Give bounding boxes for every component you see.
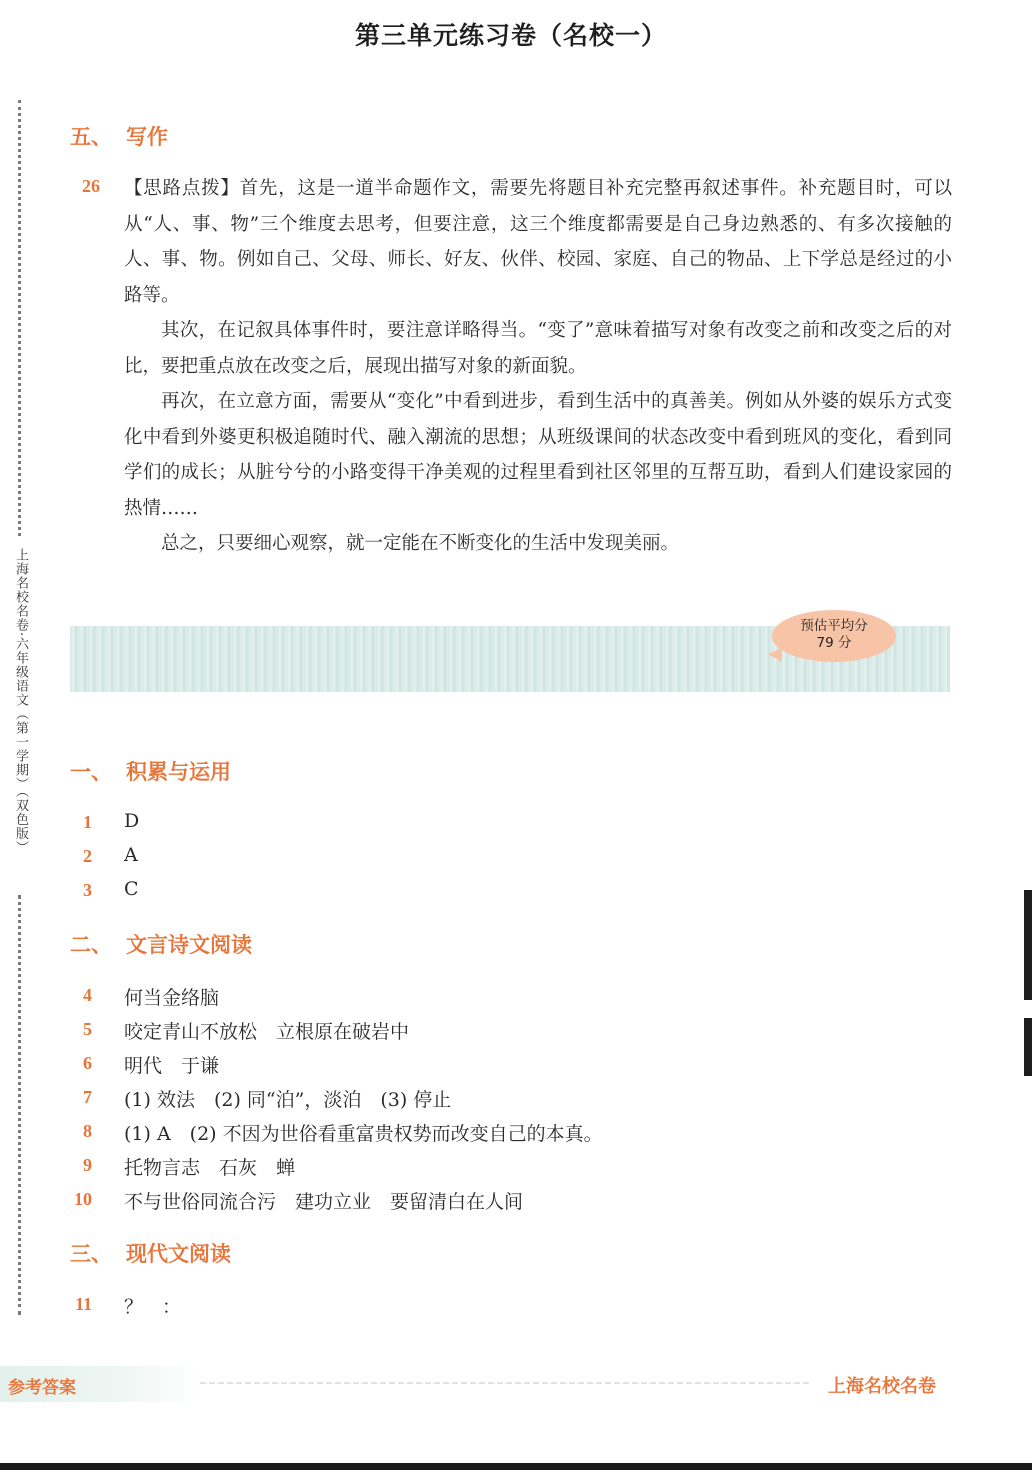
- footer-divider: [200, 1382, 810, 1384]
- section-heading-classical-reading: [70, 929, 252, 959]
- question-number: 10: [74, 1189, 92, 1209]
- scan-edge-mark: [1024, 890, 1032, 1000]
- question-number: 3: [83, 880, 92, 900]
- footer-series-title: 上海名校名卷: [828, 1376, 936, 1397]
- section-number: 二、: [70, 933, 112, 957]
- section-number: 一、: [70, 760, 112, 784]
- question-number: 1: [83, 812, 92, 832]
- answer-text: 何当金络脑: [124, 987, 220, 1009]
- answer-text: 明代 于谦: [124, 1055, 220, 1077]
- scan-edge-mark: [1024, 1018, 1032, 1076]
- question-number: 8: [83, 1121, 92, 1141]
- question-number: 26: [82, 176, 100, 196]
- answer-text: C: [124, 878, 139, 900]
- section-heading-modern-reading: [70, 1238, 231, 1268]
- binding-dotted-line-bottom: [18, 895, 21, 1315]
- answer-text: A: [124, 844, 138, 866]
- question-number: 4: [83, 985, 92, 1005]
- answer-text: 托物言志 石灰 蝉: [124, 1157, 296, 1179]
- average-score-badge: [772, 610, 896, 662]
- scan-bottom-edge: [0, 1463, 1032, 1470]
- section-title: 现代文阅读: [126, 1242, 231, 1266]
- section-number: 五、: [70, 125, 112, 149]
- answer-text: 不与世俗同流合污 建功立业 要留清白在人间: [124, 1191, 524, 1213]
- unit-title: 第三单元练习卷（名校一）: [354, 21, 667, 50]
- answer-paragraph: 再次，在立意方面，需要从“变化”中看到进步，看到生活中的真善美。例如从外婆的娱乐方式变化中看到外婆更积极追随时代、融入潮流的思想；从班级课间的状态改变中看到班风的变化，看到同学们的成长；从脏兮兮的小路变得干净美观的过程里看到社区邻里的互帮互助，看到人们建设家园的热情……: [124, 391, 952, 519]
- answer-text: (1) 效法 (2) 同“泊”，淡泊 (3) 停止: [124, 1089, 452, 1111]
- answer-text: D: [124, 810, 140, 832]
- average-score-label: 预估平均分: [800, 618, 868, 634]
- section-heading-writing: [70, 121, 168, 151]
- answer-text: (1) A (2) 不因为世俗看重富贵权势而改变自己的本真。: [124, 1123, 603, 1145]
- question-number: 5: [83, 1019, 92, 1039]
- question-number: 2: [83, 846, 92, 866]
- question-number: 11: [74, 1294, 92, 1314]
- answer-paragraph: 总之，只要细心观察，就一定能在不断变化的生活中发现美丽。: [161, 533, 680, 554]
- question-number: 7: [83, 1087, 92, 1107]
- section-title: 积累与运用: [126, 760, 231, 784]
- binding-dotted-line-top: [18, 100, 21, 536]
- footer-answer-key-label: 参考答案: [8, 1378, 76, 1398]
- section-heading-accumulation: [70, 756, 231, 786]
- question-number: 6: [83, 1053, 92, 1073]
- section-title: 写作: [126, 125, 168, 149]
- question-number: 9: [83, 1155, 92, 1175]
- answer-paragraph: 【思路点拨】首先，这是一道半命题作文，需要先将题目补充完整再叙述事件。补充题目时，可以从“人、事、物”三个维度去思考，但要注意，这三个维度都需要是自己身边熟悉的、有多次接触的人、事、物。例如自己、父母、师长、好友、伙伴、校园、家庭、自己的物品、上下学总是经过的小路等。: [124, 178, 952, 306]
- answer-paragraph: 其次，在记叙具体事件时，要注意详略得当。“变了”意味着描写对象有改变之前和改变之后的对比，要把重点放在改变之后，展现出描写对象的新面貌。: [124, 320, 952, 377]
- side-book-title: 上海名校名卷·六年级语文（第一学期）（双色版）: [13, 548, 28, 855]
- section-number: 三、: [70, 1242, 112, 1266]
- average-score-value: 79 分: [816, 635, 852, 651]
- answer-text: ？ ：: [124, 1296, 182, 1318]
- answer-text: 咬定青山不放松 立根原在破岩中: [124, 1021, 410, 1043]
- section-title: 文言诗文阅读: [126, 933, 252, 957]
